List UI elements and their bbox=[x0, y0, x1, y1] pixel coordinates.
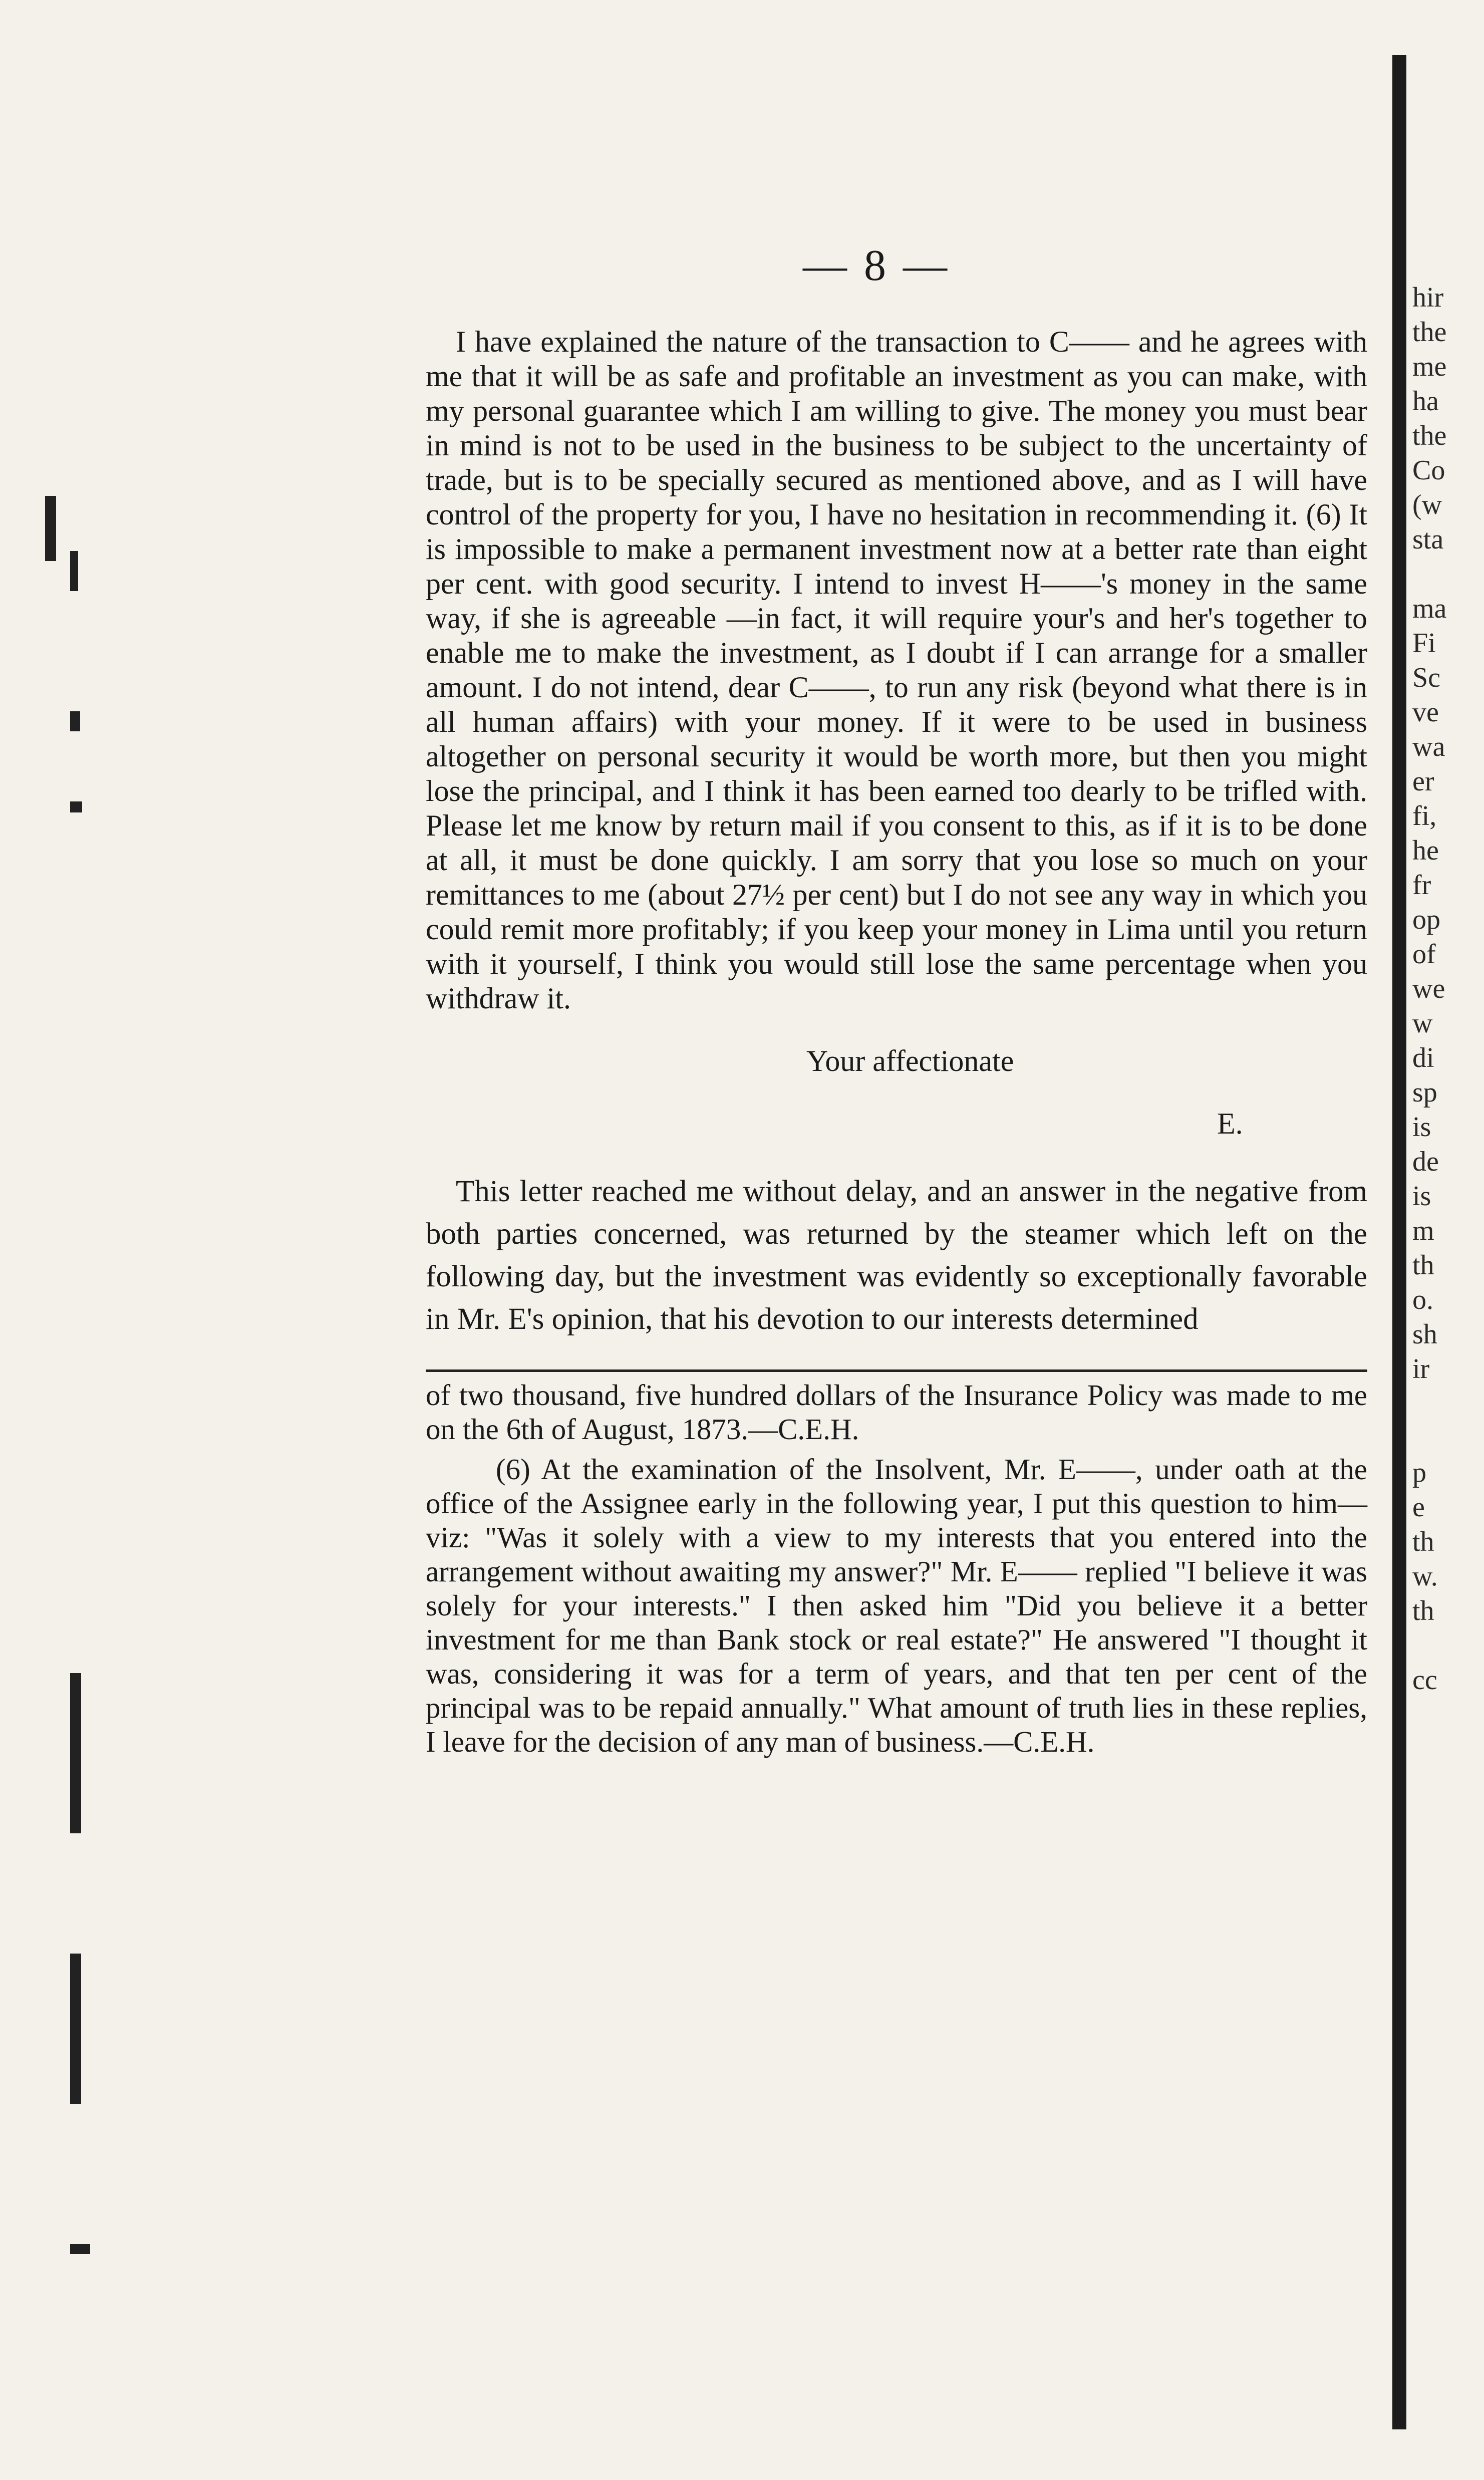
adjacent-page-fragment: cc bbox=[1412, 1665, 1437, 1696]
adjacent-page-fragment: o. bbox=[1412, 1284, 1433, 1315]
letter-closing: Your affectionate bbox=[806, 1044, 1014, 1077]
adjacent-page-fragment: m bbox=[1412, 1215, 1434, 1246]
adjacent-page-fragment: de bbox=[1412, 1146, 1439, 1177]
adjacent-page-fragment: (w bbox=[1412, 489, 1442, 520]
narrative-paragraph: This letter reached me without delay, and an answer in the negative from both parties concerned, was returned by the steamer which left on the following day, but the investment was evidently so exceptionally favorable in Mr. E's opinion, that his devotion to our interests determined bbox=[426, 1175, 1367, 1336]
adjacent-page-fragment: ha bbox=[1412, 386, 1439, 417]
footnote-continued: of two thousand, five hundred dollars of the Insurance Policy was made to me on the 6th of August, 1873.—C.E.H. bbox=[426, 1379, 1367, 1446]
adjacent-page-fragment: op bbox=[1412, 904, 1440, 935]
adjacent-page-fragment bbox=[1412, 1387, 1484, 1421]
scan-artifact bbox=[45, 496, 56, 561]
adjacent-page-fragment: er bbox=[1412, 766, 1434, 797]
adjacent-page-fragment: sp bbox=[1412, 1077, 1437, 1108]
scan-artifact bbox=[70, 551, 78, 591]
adjacent-page-fragment: w. bbox=[1412, 1561, 1438, 1592]
binding-gutter bbox=[1392, 55, 1406, 2429]
adjacent-page-fragment: fi, bbox=[1412, 800, 1437, 832]
letter-body bbox=[426, 325, 1367, 1016]
adjacent-page-fragment: th bbox=[1412, 1526, 1434, 1557]
adjacent-page-fragment: hir bbox=[1412, 282, 1444, 313]
adjacent-page-fragment: w bbox=[1412, 1008, 1433, 1039]
adjacent-page-fragment: sh bbox=[1412, 1319, 1437, 1350]
adjacent-page-bleed bbox=[1412, 281, 1484, 1698]
adjacent-page-fragment: we bbox=[1412, 973, 1445, 1004]
page-body bbox=[426, 325, 1367, 1759]
adjacent-page-fragment: th bbox=[1412, 1595, 1434, 1626]
letter-paragraph: I have explained the nature of the transaction to C—— and he agrees with me that it will be as safe and profitable an investment as you can make, with my personal guarantee which I am willing to give. The money you must bear in mind is not to be used in the business to be subject to the uncertainty of trade, but is to be specially secured as mentioned above, and as I will have control of the property for you, I have no hesitation in recommending it. (6) It is impossible to make a permanent investment now at a better rate than eight per cent. with good security. I intend to invest H——'s money in the same way, if she is agreeable —in fact, it will require your's and her's together to enable me to make the investment, as I doubt if I can arrange for a smaller amount. I do not intend, dear C——, to run any risk (beyond what there is in all human affairs) with your money. If it were to be used in business altogether on personal security it would be worth more, but then you might lose the principal, and I think it has been earned too dearly to be trifled with. Please let me know by return mail if you consent to this, as if it is to be done at all, it must be done quickly. I am sorry that you lose so much on your remittances to me (about 27½ per cent) but I do not see any way in which you could remit more profitably; if you keep your money in Lima until you return with it yourself, I think you would still lose the same percentage when you withdraw it. bbox=[426, 325, 1367, 1015]
adjacent-page-fragment: the bbox=[1412, 317, 1447, 348]
scan-artifact bbox=[70, 2244, 90, 2254]
adjacent-page-fragment: fr bbox=[1412, 870, 1431, 901]
adjacent-page-fragment: ve bbox=[1412, 697, 1439, 728]
adjacent-page-fragment: sta bbox=[1412, 524, 1444, 555]
adjacent-page-fragment: ir bbox=[1412, 1353, 1430, 1385]
adjacent-page-fragment: me bbox=[1412, 351, 1447, 382]
adjacent-page-fragment: wa bbox=[1412, 731, 1445, 762]
adjacent-page-fragment: Fi bbox=[1412, 628, 1436, 659]
scan-artifact bbox=[70, 801, 82, 812]
adjacent-page-fragment: is bbox=[1412, 1181, 1431, 1212]
adjacent-page-fragment: e bbox=[1412, 1492, 1425, 1523]
adjacent-page-fragment: Co bbox=[1412, 455, 1445, 486]
scan-artifact bbox=[70, 1673, 81, 1833]
adjacent-page-fragment: p bbox=[1412, 1457, 1426, 1488]
adjacent-page-fragment bbox=[1412, 1628, 1484, 1663]
adjacent-page-fragment: of bbox=[1412, 939, 1436, 970]
adjacent-page-fragment: the bbox=[1412, 420, 1447, 451]
adjacent-page-fragment: th bbox=[1412, 1250, 1434, 1281]
adjacent-page-fragment bbox=[1412, 1421, 1484, 1456]
adjacent-page-fragment: ma bbox=[1412, 593, 1447, 624]
adjacent-page-fragment: di bbox=[1412, 1042, 1434, 1073]
letter-signature: E. bbox=[1217, 1107, 1243, 1140]
page-number: — 8 — bbox=[803, 241, 950, 290]
footnote-6: (6) At the examination of the Insolvent, Mr. E——, under oath at the office of the Assignee early in the following year, I put this question to him—viz: "Was it solely with a view to my interests that you entered into the arrangement without awaiting my answer?" Mr. E—— replied "I believe it was solely for your interests." I then asked him "Did you believe it a better investment for me than Bank stock or real estate?" He answered "I thought it was, considering it was for a term of years, and that ten per cent of the principal was to be repaid annually." What amount of truth lies in these replies, I leave for the decision of any man of business.—C.E.H. bbox=[426, 1453, 1367, 1758]
adjacent-page-fragment: he bbox=[1412, 835, 1439, 866]
footnote-divider bbox=[426, 1369, 1367, 1372]
adjacent-page-fragment: is bbox=[1412, 1112, 1431, 1143]
adjacent-page-fragment bbox=[1412, 557, 1484, 592]
scan-artifact bbox=[70, 1954, 81, 2104]
scan-artifact bbox=[70, 711, 80, 731]
adjacent-page-fragment: Sc bbox=[1412, 662, 1440, 693]
